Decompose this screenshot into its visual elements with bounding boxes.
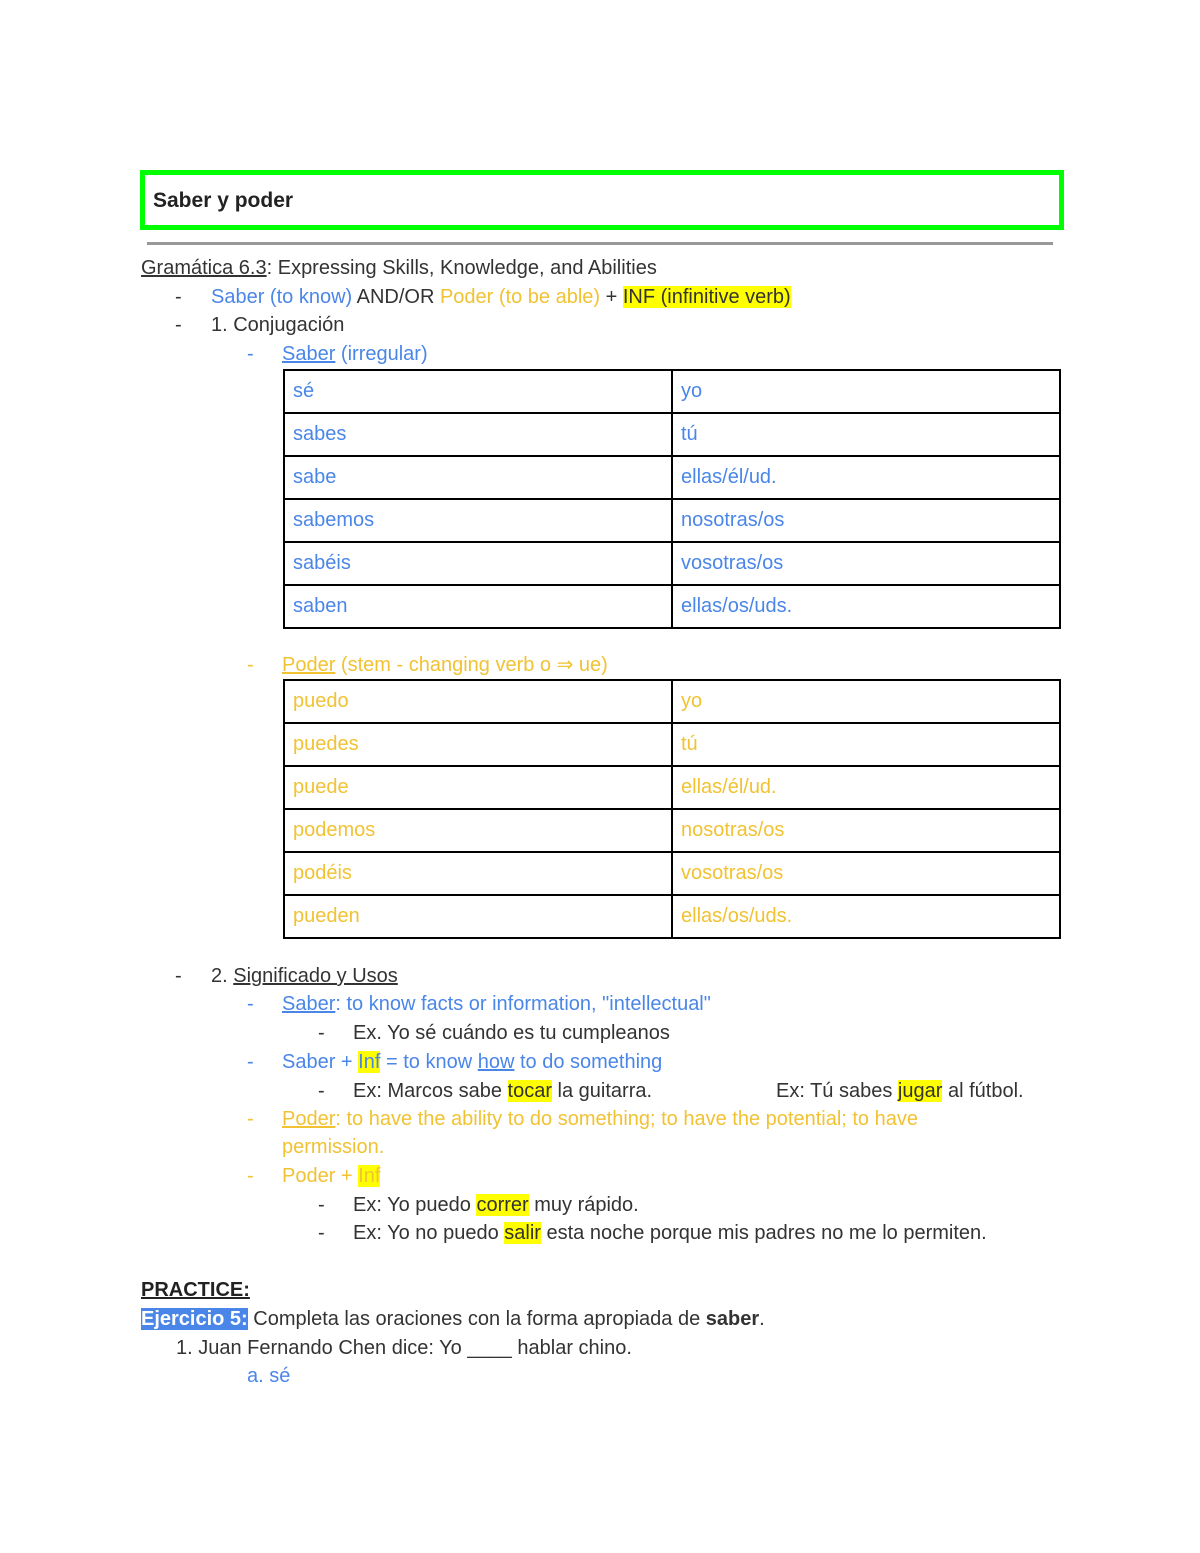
example-3: Ex: Tú sabes jugar al fútbol. [776,1080,1024,1102]
pronoun: ellas/os/uds. [672,585,1060,628]
intro-line-1: Saber (to know) AND/OR Poder (to be able) + INF (infinitive verb) [211,286,791,308]
verb-form: pueden [284,895,672,938]
pronoun: tú [672,723,1060,766]
bullet-dash: - [318,1222,325,1244]
table-row [284,542,1060,585]
poder-definition-cont: permission. [282,1136,385,1158]
saber-definition: Saber: to know facts or information, "intellectual" [282,993,711,1015]
horizontal-rule [147,242,1053,245]
poder-heading: Poder (stem - changing verb o ⇒ ue) [282,654,608,676]
table-row [284,766,1060,809]
poder-conjugation-table [283,679,1061,939]
table-row [284,809,1060,852]
poder-inf-rule: Poder + Inf [282,1165,381,1187]
pronoun: yo [672,370,1060,413]
bullet-dash: - [318,1194,325,1216]
question-1: 1. Juan Fernando Chen dice: Yo ____ hablar chino. [176,1337,632,1359]
bullet-dash: - [247,993,254,1015]
ejercicio-instruction: Ejercicio 5: Completa las oraciones con la forma apropiada de saber. [141,1308,765,1330]
saber-heading: Saber (irregular) [282,343,428,365]
bullet-dash: - [318,1022,325,1044]
pronoun: ellas/os/uds. [672,895,1060,938]
gramatica-link[interactable]: Gramática 6.3 [141,257,267,279]
bullet-dash: - [247,1165,254,1187]
poder-definition: Poder: to have the ability to do something; to have the potential; to have [282,1108,918,1130]
pronoun: ellas/él/ud. [672,766,1060,809]
pronoun: ellas/él/ud. [672,456,1060,499]
table-row [284,895,1060,938]
answer-1: a. sé [247,1365,291,1387]
table-row [284,723,1060,766]
table-row [284,499,1060,542]
bullet-dash: - [247,654,254,676]
saber-inf-rule: Saber + Inf = to know how to do something [282,1051,663,1073]
verb-form: puede [284,766,672,809]
bullet-dash: - [247,1051,254,1073]
page-title: Saber y poder [153,189,294,212]
bullet-dash: - [318,1080,325,1102]
table-row [284,680,1060,723]
verb-form: podéis [284,852,672,895]
verb-form: sabe [284,456,672,499]
pronoun: tú [672,413,1060,456]
pronoun: vosotras/os [672,542,1060,585]
saber-conjugation-table [283,369,1061,629]
practice-heading: PRACTICE: [141,1279,250,1301]
example-2: Ex: Marcos sabe tocar la guitarra. [353,1080,653,1102]
pronoun: nosotras/os [672,499,1060,542]
section-2-heading: 2. Significado y Usos [211,965,398,987]
table-row [284,585,1060,628]
pronoun: yo [672,680,1060,723]
section-1-heading: 1. Conjugación [211,314,345,336]
title-box [140,170,1064,230]
example-4: Ex: Yo puedo correr muy rápido. [353,1194,639,1216]
verb-form: sabes [284,413,672,456]
verb-form: sabéis [284,542,672,585]
pronoun: vosotras/os [672,852,1060,895]
bullet-dash: - [175,286,182,308]
pronoun: nosotras/os [672,809,1060,852]
verb-form: saben [284,585,672,628]
bullet-dash: - [247,1108,254,1130]
gramatica-line: Gramática 6.3: Expressing Skills, Knowledge, and Abilities [141,257,657,279]
example-1: Ex. Yo sé cuándo es tu cumpleanos [353,1022,670,1044]
table-row [284,413,1060,456]
bullet-dash: - [175,965,182,987]
bullet-dash: - [175,314,182,336]
verb-form: sé [284,370,672,413]
table-row [284,456,1060,499]
bullet-dash: - [247,343,254,365]
table-row [284,370,1060,413]
verb-form: podemos [284,809,672,852]
table-row [284,852,1060,895]
verb-form: puedes [284,723,672,766]
example-5: Ex: Yo no puedo salir esta noche porque mis padres no me lo permiten. [353,1222,987,1244]
verb-form: puedo [284,680,672,723]
verb-form: sabemos [284,499,672,542]
